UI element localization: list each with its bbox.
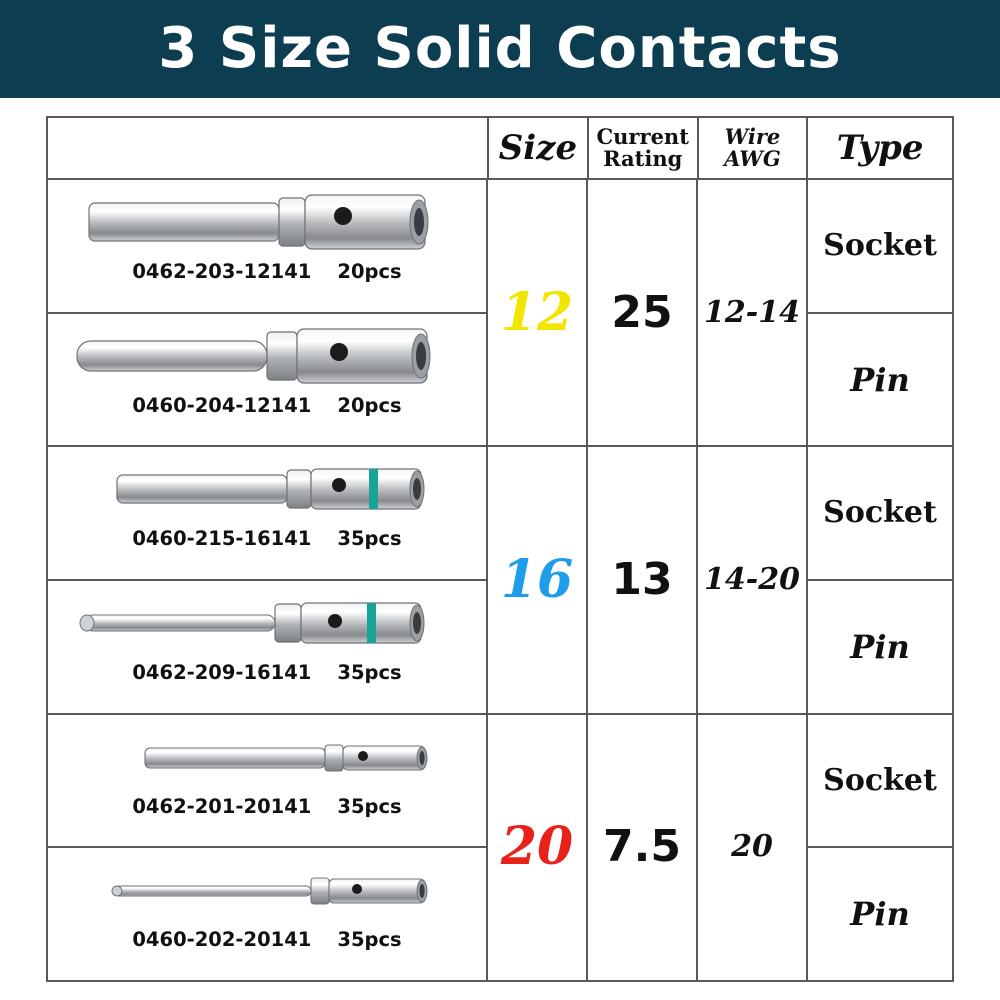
part-number: 0460-215-16141	[132, 527, 312, 551]
product-column	[48, 180, 486, 980]
product-row	[48, 180, 486, 314]
part-number: 0462-201-20141	[132, 794, 312, 818]
pin-16-svg	[67, 587, 467, 659]
contact-pin-20-image	[67, 854, 467, 926]
product-row	[48, 581, 486, 715]
wire-awg-value-12: 12-14	[704, 294, 800, 330]
product-caption	[132, 928, 401, 951]
header-cell-wire-awg	[697, 118, 807, 178]
size-cell	[488, 180, 586, 447]
product-row	[48, 848, 486, 980]
product-caption	[132, 394, 401, 417]
header-current-line2: Rating	[603, 146, 683, 171]
table-body	[48, 180, 952, 980]
quantity: 35pcs	[337, 794, 402, 818]
wire-awg-value-20: 20	[731, 829, 773, 865]
part-number: 0460-202-20141	[132, 928, 312, 952]
wire-awg-value-16: 14-20	[704, 561, 800, 597]
size-value-16: 16	[500, 548, 574, 610]
part-number: 0460-204-12141	[132, 393, 312, 417]
type-value-socket-12: Socket	[823, 227, 937, 263]
type-cell	[808, 848, 952, 980]
wire-awg-cell	[698, 447, 806, 714]
size-column	[486, 180, 586, 980]
quantity: 35pcs	[337, 928, 402, 952]
wire-awg-column	[696, 180, 806, 980]
contact-pin-16-image	[67, 587, 467, 659]
quantity: 20pcs	[337, 260, 402, 283]
contact-socket-20-image	[67, 721, 467, 793]
header-cell-size: Size	[487, 118, 587, 178]
spec-columns	[486, 180, 952, 980]
type-value-pin-16: Pin	[850, 627, 910, 666]
product-row	[48, 314, 486, 448]
header-banner	[0, 0, 1000, 98]
size-value-20: 20	[500, 816, 574, 878]
product-caption	[132, 527, 401, 550]
type-value-pin-20: Pin	[850, 895, 910, 934]
product-caption	[132, 260, 401, 283]
part-number: 0462-209-16141	[132, 661, 312, 685]
table-header-row	[48, 118, 952, 180]
socket-12-svg	[67, 186, 467, 258]
part-number: 0462-203-12141	[132, 260, 312, 283]
type-cell	[808, 581, 952, 715]
type-column	[806, 180, 952, 980]
product-row	[48, 715, 486, 849]
header-awg-line1: Wire	[724, 123, 781, 149]
contact-pin-12-image	[67, 320, 467, 392]
size-cell	[488, 715, 586, 980]
current-rating-value-20: 7.5	[603, 821, 681, 873]
type-cell	[808, 447, 952, 581]
current-rating-cell	[588, 715, 696, 980]
current-rating-value-12: 25	[611, 286, 673, 338]
current-rating-cell	[588, 447, 696, 714]
page-title: 3 Size Solid Contacts	[158, 16, 842, 81]
type-value-pin-12: Pin	[850, 360, 910, 399]
size-cell	[488, 447, 586, 714]
socket-20-svg	[67, 721, 467, 793]
size-value-12: 12	[500, 281, 574, 343]
type-cell	[808, 715, 952, 849]
quantity: 35pcs	[337, 661, 402, 685]
type-value-socket-16: Socket	[823, 495, 937, 531]
current-rating-value-16: 13	[611, 553, 673, 605]
contacts-spec-table	[46, 116, 954, 982]
pin-12-svg	[67, 320, 467, 392]
header-current-line1: Current	[596, 123, 689, 149]
product-row	[48, 447, 486, 581]
socket-16-svg	[67, 453, 467, 525]
wire-awg-cell	[698, 180, 806, 447]
current-rating-cell	[588, 180, 696, 447]
header-cell-current-rating	[587, 118, 697, 178]
contact-socket-16-image	[67, 453, 467, 525]
quantity: 20pcs	[337, 393, 402, 417]
header-cell-type: Type	[806, 118, 952, 178]
current-rating-column	[586, 180, 696, 980]
product-caption	[132, 795, 401, 818]
product-caption	[132, 661, 401, 684]
header-awg-line2: AWG	[724, 146, 781, 171]
type-value-socket-20: Socket	[823, 762, 937, 798]
quantity: 35pcs	[337, 527, 402, 551]
type-cell	[808, 180, 952, 314]
wire-awg-cell	[698, 715, 806, 980]
pin-20-svg	[67, 854, 467, 926]
contact-socket-12-image	[67, 186, 467, 258]
type-cell	[808, 314, 952, 448]
header-cell-product	[48, 118, 487, 178]
